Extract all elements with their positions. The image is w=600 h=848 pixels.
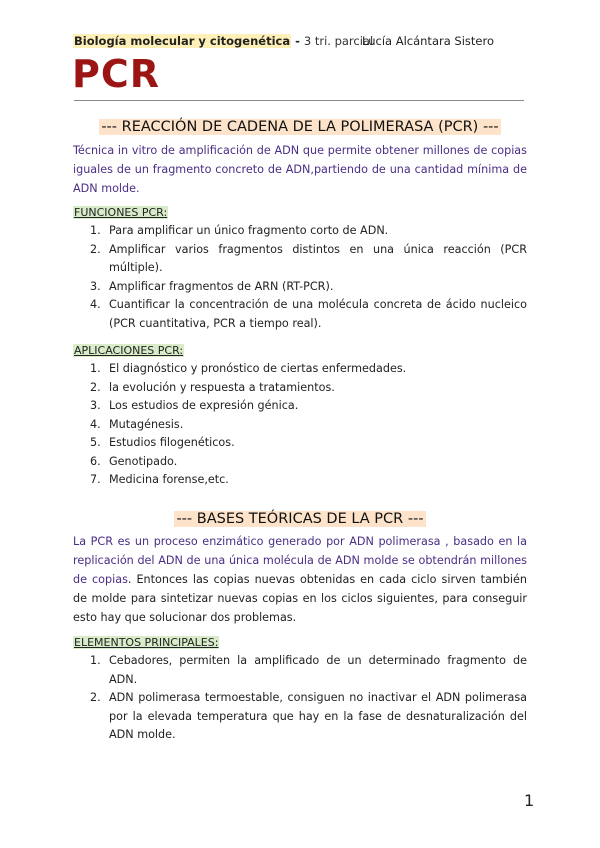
elementos-label-text: ELEMENTOS PRINCIPALES: <box>74 636 219 649</box>
header-subject: Biología molecular y citogenética <box>74 34 291 48</box>
aplicaciones-item <box>73 471 527 490</box>
list-item-number: 2. <box>90 380 101 394</box>
elementos-list <box>73 652 527 745</box>
list-item-number: 5. <box>90 436 101 449</box>
list-item-number: 3. <box>90 399 101 412</box>
aplicaciones-item <box>73 379 527 398</box>
funciones-item <box>73 241 527 278</box>
list-item-text: ADN polimerasa termoestable, consiguen no inactivar el ADN polimerasa por la elevada temperatura que hay en la fase de desnaturalización del ADN molde. <box>109 691 527 741</box>
bases-paragraph <box>73 532 527 627</box>
list-item-text: El diagnóstico y pronóstico de ciertas enfermedades. <box>109 362 407 375</box>
section-heading-pcr-text: --- REACCIÓN DE CADENA DE LA POLIMERASA (PCR) --- <box>101 119 499 135</box>
list-item-text: Los estudios de expresión génica. <box>109 399 299 412</box>
elementos-item <box>73 652 527 689</box>
list-item-number: 2. <box>90 691 101 704</box>
funciones-item <box>73 278 527 297</box>
aplicaciones-item <box>73 453 527 472</box>
list-item-text: la evolución y respuesta a tratamientos. <box>109 380 335 394</box>
list-item-text: Mutagénesis. <box>109 417 184 431</box>
header-course <box>73 34 373 48</box>
elementos-item <box>73 689 527 745</box>
pcr-definition: Técnica in vitro de amplificación de ADN que permite obtener millones de copias iguales de un fragmento concreto de ADN,partiendo de una cantidad mínima de ADN molde. <box>73 144 527 195</box>
funciones-label <box>73 206 168 219</box>
list-item-number: 1. <box>90 362 101 375</box>
header-separator: - <box>291 34 304 48</box>
list-item-number: 2. <box>90 242 101 256</box>
aplicaciones-item <box>73 416 527 435</box>
aplicaciones-label-text: APLICACIONES PCR: <box>74 344 184 357</box>
list-item-text: Cebadores, permiten la amplificado de un determinado fragmento de ADN. <box>109 654 527 686</box>
aplicaciones-item <box>73 434 527 453</box>
list-item-number: 4. <box>90 417 101 431</box>
list-item-text: Genotipado. <box>109 454 178 468</box>
list-item-number: 7. <box>90 473 101 486</box>
list-item-number: 3. <box>90 279 101 293</box>
list-item-text: Para amplificar un único fragmento corto de ADN. <box>109 224 389 237</box>
list-item-text: Amplificar fragmentos de ARN (RT-PCR). <box>109 279 334 293</box>
header-term: 3 tri. parcial <box>303 34 374 48</box>
document-title: PCR <box>72 52 160 96</box>
aplicaciones-label <box>73 344 184 357</box>
bases-intro-highlight: La PCR es un proceso enzimático generado por ADN polimerasa , basado en la replicación del ADN de una única molécula de ADN molde se obtendrán millones de copias <box>73 535 527 586</box>
list-item-number: 6. <box>90 454 101 468</box>
list-item-number: 4. <box>90 298 101 311</box>
list-item-text: Amplificar varios fragmentos distintos en una única reacción (PCR múltiple). <box>109 242 527 274</box>
list-item-text: Cuantificar la concentración de una molécula concreta de ácido nucleico (PCR cuantitativa, PCR a tiempo real). <box>109 298 527 330</box>
list-item-number: 1. <box>90 654 101 667</box>
header-author: Lucía Alcántara Sistero <box>362 34 495 48</box>
section-heading-bases-text: --- BASES TEÓRICAS DE LA PCR --- <box>176 511 424 527</box>
page-number: 1 <box>524 791 535 810</box>
section-heading-pcr <box>73 119 527 135</box>
aplicaciones-list <box>73 360 527 490</box>
list-item-number: 1. <box>90 224 101 237</box>
list-item-text: Medicina forense,etc. <box>109 473 229 486</box>
funciones-list <box>73 222 527 333</box>
bases-intro-rest: . Entonces las copias nuevas obtenidas en cada ciclo sirven también de molde para sintetizar nuevas copias en los ciclos siguientes, para conseguir esto hay que solucionar dos problemas. <box>73 573 528 624</box>
aplicaciones-item <box>73 360 527 379</box>
funciones-item <box>73 222 527 241</box>
list-item-text: Estudios filogenéticos. <box>109 436 235 449</box>
section-heading-bases <box>73 511 527 527</box>
funciones-item <box>73 296 527 333</box>
title-divider <box>74 100 524 101</box>
elementos-label <box>73 636 219 649</box>
funciones-label-text: FUNCIONES PCR: <box>74 206 168 219</box>
aplicaciones-item <box>73 397 527 416</box>
